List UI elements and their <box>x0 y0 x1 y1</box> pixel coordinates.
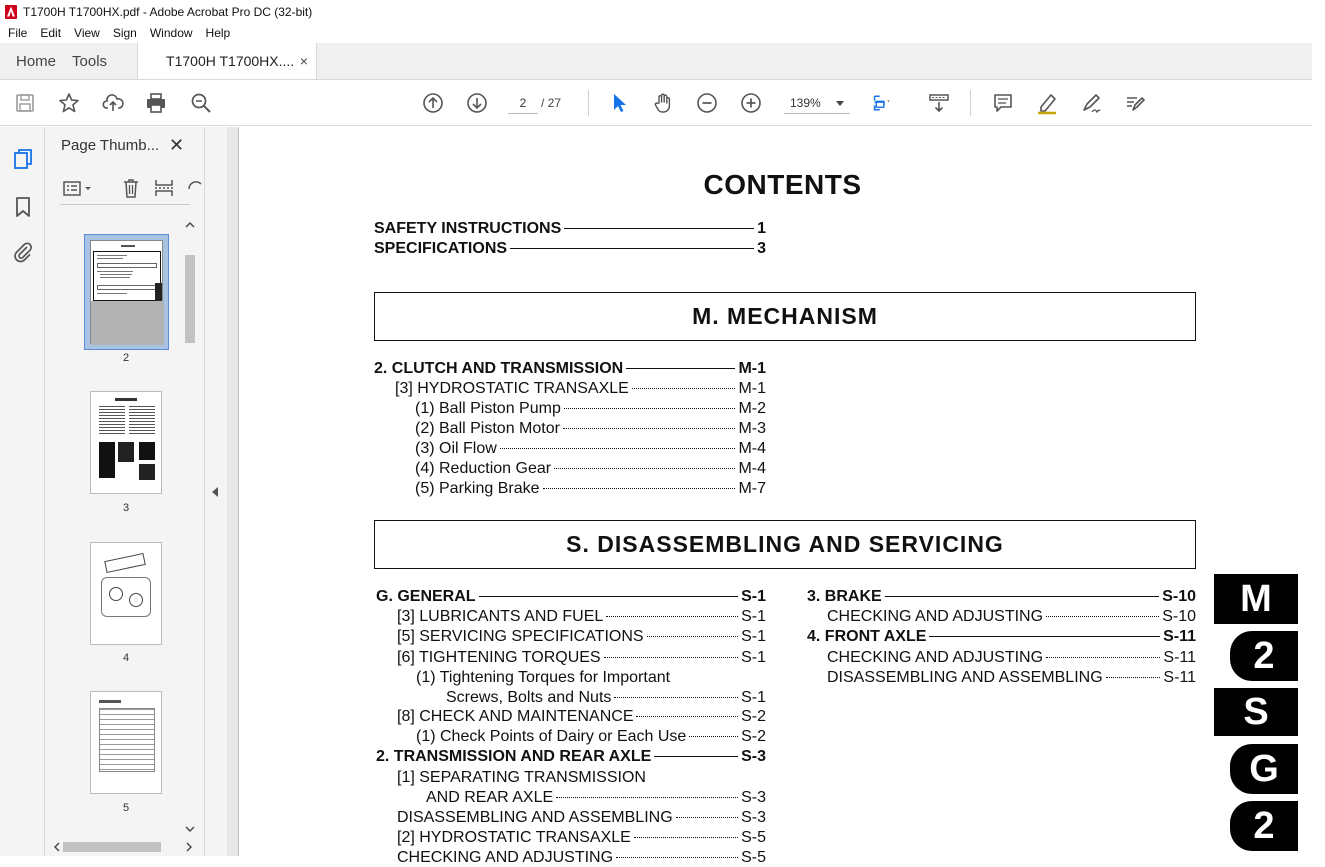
contents-title: CONTENTS <box>703 169 862 200</box>
attachment-icon[interactable] <box>11 240 35 264</box>
thumbnail-page[interactable] <box>90 542 162 645</box>
menu-view[interactable]: View <box>74 26 100 40</box>
thumbnail-page[interactable] <box>90 691 162 794</box>
hand-icon[interactable] <box>650 90 676 116</box>
page-thumbnails-icon[interactable] <box>11 147 35 171</box>
fill-sign-icon[interactable] <box>1122 90 1148 116</box>
side-tab-2: 2 <box>1230 631 1298 681</box>
toc-entry[interactable]: DISASSEMBLING AND ASSEMBLING S-3 <box>397 809 766 826</box>
toc-entry[interactable]: SPECIFICATIONS 3 <box>374 240 766 257</box>
toc-entry[interactable]: DISASSEMBLING AND ASSEMBLING S-11 <box>827 669 1196 686</box>
scrollbar-thumb[interactable] <box>63 842 161 852</box>
panel-title: Page Thumb... <box>61 137 160 154</box>
toc-entry[interactable]: Screws, Bolts and Nuts S-1 <box>446 689 766 706</box>
toc-entry[interactable]: AND REAR AXLE S-3 <box>426 789 766 806</box>
scroll-left-icon[interactable] <box>53 842 61 852</box>
thumbnail-label: 4 <box>122 652 130 664</box>
thumbnail-page[interactable] <box>90 391 162 494</box>
menu-bar <box>0 23 1312 43</box>
thumbnail-page <box>90 240 163 344</box>
tab-document[interactable] <box>137 43 317 79</box>
toolbar-divider <box>970 90 971 116</box>
scrollbar-thumb[interactable] <box>185 255 195 343</box>
thumbnails-hscrollbar[interactable] <box>53 839 193 855</box>
thumbnail-label: 5 <box>122 802 130 814</box>
search-icon[interactable] <box>188 90 214 116</box>
save-icon[interactable] <box>12 90 38 116</box>
toc-entry[interactable]: 3. BRAKE S-10 <box>807 588 1196 605</box>
side-tab-m: M <box>1214 574 1298 624</box>
toc-entry[interactable]: (4) Reduction Gear M-4 <box>415 460 766 477</box>
tab-close-icon[interactable]: × <box>299 53 309 69</box>
left-rail <box>0 127 45 856</box>
toc-entry[interactable]: [5] SERVICING SPECIFICATIONS S-1 <box>397 628 766 645</box>
toc-entry[interactable]: CHECKING AND ADJUSTING S-10 <box>827 608 1196 625</box>
options-menu-icon[interactable] <box>62 179 94 199</box>
rotate-icon[interactable] <box>185 177 193 199</box>
zoom-select[interactable] <box>784 92 850 114</box>
page-number-input[interactable]: 2 <box>508 92 538 114</box>
toc-entry[interactable]: 2. TRANSMISSION AND REAR AXLE S-3 <box>376 748 766 765</box>
star-icon[interactable] <box>56 90 82 116</box>
toc-entry[interactable]: 4. FRONT AXLE S-11 <box>807 628 1196 645</box>
document-page <box>240 127 1312 866</box>
toc-entry[interactable]: [3] HYDROSTATIC TRANSAXLE M-1 <box>395 380 766 397</box>
toc-entry[interactable]: (1) Tightening Torques for Important <box>416 669 671 686</box>
menu-window[interactable]: Window <box>149 26 193 40</box>
title-bar <box>0 0 1312 23</box>
thumbnail-label: 3 <box>122 502 130 514</box>
panel-close-icon[interactable]: ✕ <box>169 135 185 155</box>
toc-entry[interactable]: (1) Ball Piston Pump M-2 <box>415 400 766 417</box>
zoom-in-icon[interactable] <box>738 90 764 116</box>
acrobat-logo-icon <box>5 5 17 19</box>
tab-tools[interactable]: Tools <box>72 52 108 70</box>
tab-bar <box>0 43 1312 80</box>
panel-tools <box>60 171 190 205</box>
toc-entry[interactable]: CHECKING AND ADJUSTING S-11 <box>827 649 1196 666</box>
thumbnail-label: 2 <box>122 352 130 364</box>
tab-home[interactable]: Home <box>16 52 57 70</box>
thumbnails-scrollbar[interactable] <box>182 219 198 839</box>
menu-help[interactable]: Help <box>205 26 231 40</box>
side-tab-g: G <box>1230 744 1298 794</box>
toolbar-divider <box>588 90 589 116</box>
scroll-down-icon[interactable] <box>185 825 195 833</box>
upload-icon[interactable] <box>100 90 126 116</box>
trash-icon[interactable] <box>121 177 141 199</box>
toc-entry[interactable]: (5) Parking Brake M-7 <box>415 480 766 497</box>
scroll-up-icon[interactable] <box>185 221 195 229</box>
side-tab-s: S <box>1214 688 1298 736</box>
menu-sign[interactable]: Sign <box>112 26 137 40</box>
toc-entry[interactable]: (2) Ball Piston Motor M-3 <box>415 420 766 437</box>
panel-collapse-handle[interactable] <box>205 127 227 856</box>
scroll-right-icon[interactable] <box>185 842 193 852</box>
toc-entry[interactable]: 2. CLUTCH AND TRANSMISSION M-1 <box>374 360 766 377</box>
comment-icon[interactable] <box>990 90 1016 116</box>
window-title: T1700H T1700HX.pdf - Adobe Acrobat Pro DC (32-bit) <box>23 4 313 19</box>
insert-pages-icon[interactable] <box>153 177 175 199</box>
side-tab-2b: 2 <box>1230 801 1298 851</box>
toc-entry[interactable]: CHECKING AND ADJUSTING S-5 <box>397 849 766 866</box>
next-page-icon[interactable] <box>464 90 490 116</box>
toc-entry[interactable]: [3] LUBRICANTS AND FUEL S-1 <box>397 608 766 625</box>
prev-page-icon[interactable] <box>420 90 446 116</box>
document-gutter <box>227 127 239 856</box>
toc-entry[interactable]: G. GENERAL S-1 <box>376 588 766 605</box>
section-heading-mechanism: M. MECHANISM <box>374 292 1196 341</box>
tab-document-label: T1700H T1700HX.... <box>166 53 295 69</box>
page-display-icon[interactable] <box>870 90 896 116</box>
toc-entry[interactable]: [2] HYDROSTATIC TRANSAXLE S-5 <box>397 829 766 846</box>
scrolling-mode-icon[interactable] <box>926 90 952 116</box>
toc-entry[interactable]: SAFETY INSTRUCTIONS 1 <box>374 220 766 237</box>
zoom-value: 139% <box>790 96 821 110</box>
toc-entry[interactable]: [1] SEPARATING TRANSMISSION <box>397 769 646 786</box>
highlight-pen-icon[interactable] <box>1034 90 1060 116</box>
toc-entry[interactable]: [6] TIGHTENING TORQUES S-1 <box>397 649 766 666</box>
toc-entry[interactable]: (1) Check Points of Dairy or Each Use S-2 <box>416 728 766 745</box>
menu-file[interactable]: File <box>8 26 28 40</box>
print-icon[interactable] <box>143 90 169 116</box>
zoom-out-icon[interactable] <box>694 90 720 116</box>
select-cursor-icon[interactable] <box>606 90 632 116</box>
menu-edit[interactable]: Edit <box>40 26 62 40</box>
chevron-down-icon <box>836 101 844 106</box>
toc-entry[interactable]: [8] CHECK AND MAINTENANCE S-2 <box>397 708 766 725</box>
bookmark-icon[interactable] <box>11 195 35 219</box>
collapse-arrow-icon <box>212 487 218 497</box>
page-total: / 27 <box>541 96 562 110</box>
sign-pen-icon[interactable] <box>1078 90 1104 116</box>
thumbnails-panel <box>45 127 205 856</box>
section-heading-disassembling: S. DISASSEMBLING AND SERVICING <box>374 520 1196 569</box>
thumbnail-selected[interactable] <box>84 234 169 350</box>
toolbar <box>0 80 1312 126</box>
toc-entry[interactable]: (3) Oil Flow M-4 <box>415 440 766 457</box>
